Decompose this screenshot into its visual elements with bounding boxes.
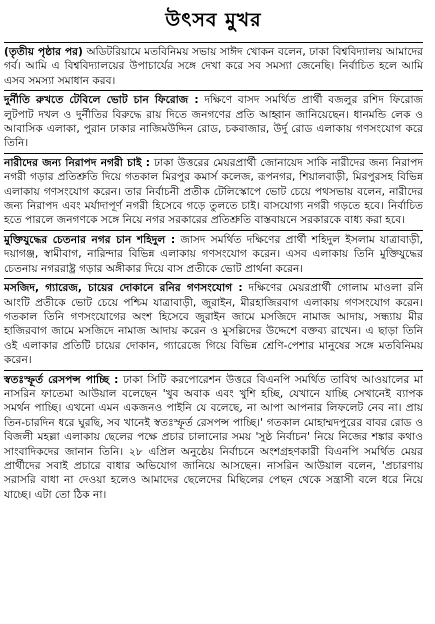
article-title: উৎসব মুখর [165,9,262,31]
paragraph-shahidul [4,231,423,277]
paragraph-heading: নারীদের জন্য নিরাপদ নগরী চাই : [4,156,151,169]
paragraph-body: দক্ষিণের মেয়রপ্রার্থী গোলাম মাওলা রনি আংটি প্রতীকে ভোট চেয়ে পশ্চিম যাত্রাবাড়ী, জুরাইন, মীরহাজিরবাগ এলাকায় গণসংযোগ করেন। গতকাল তিনি গণসংযোগের অংশ হিসেবে জুরাইন জামে মসজিদে নামাজ আদায়, সন্ধ্যায় মীর হাজিরবাগ জামে মসজিদে নামাজ আদায় করেন ও মুসল্লিদের উদ্দেশে বক্তব্য রাখেন। এ ছাড়া তিনি ওই এলাকার প্রতিটি চায়ের দোকান, গ্যারেজে গিয়ে বিভিন্ন শ্রেণি-পেশার মানুষের সঙ্গে মতবিনিময় করেন। [4,282,424,367]
paragraph-heading: দুর্নীতি রুখতে টেবিলে ভোট চান ফিরোজ : [4,94,199,107]
paragraph-firoz [4,91,423,152]
paragraph-body: ঢাকা উত্তরের মেয়রপ্রার্থী জোনায়েদ সাকি নারীদের জন্য নিরাপদ নগরী গড়ার প্রতিশ্রুতি দিয়ে গতকাল মিরপুর কমার্স কলেজ, রূপনগর, শিয়ালবাড়ী, মিরপুরসহ বিভিন্ন এলাকায় গণসংযোগ করেন। তার নির্বাচনী প্রতীক টেলিস্কোপে ভোট চেয়ে পথসভায় বলেন, নারীদের জন্য নিরাপদ এবং মর্যাদাপূর্ণ নগরী হিসেবে গড়ে তুলতে চাই। বাসযোগ্য নগরী গড়তে হবে। নির্বাচিত হতে পারলে জনগণকে সঙ্গে নিয়ে নগর সরকারের প্রতিশ্রুতি বাস্তবায়নে সরকারকে বাধ্য করা হবে। [4,156,424,227]
paragraph-roni [4,279,423,368]
paragraph-heading: স্বতঃস্ফূর্ত রেসপন্স পাচ্ছি : [4,373,119,386]
paragraph-heading: মুক্তিযুদ্ধের চেতনার নগর চান শহিদুল : [4,233,176,246]
paragraph-body: অডিটরিয়ামে মতবিনিময় সভায় সাঈদ খোকন বলেন, ঢাকা বিশ্ববিদ্যালয় আমাদের গর্ব। আমি এ বিশ্ববিদ্যালয়ের উপাচার্যের সঙ্গে দেখা করে সব সমস্যা জেনেছি। নির্বাচিত হলে আমি এসব সমস্যা সমাধান করব। [4,46,423,87]
paragraph-saki [4,154,423,229]
paragraph-continuation [4,43,423,89]
paragraph-body: ঢাকা সিটি করপোরেশন উত্তরে বিএনপি সমর্থিত তাবিথ আওয়ালের মা নাসরিন ফাতেমা আউয়াল বলেছেন 'খুব অবাক এবং খুশি হচ্ছি, যেখানে যাচ্ছি সেখানেই ব্যাপক সমর্থন পাচ্ছি। এখনো এমন একজনও পাইনি যে বলেছে, না আপা আপনার লিফলেট নেব না। প্রায় তিন-চারদিন ধরে ঘুরছি, সব খানেই স্বতঃস্ফূর্ত রেসপন্স পাচ্ছি।' গতকাল মোহাম্মদপুরের বাবর রোড ও বিজলী মহল্লা এলাকায় ছেলের পক্ষে প্রচার চালানোর সময় 'সুষ্ঠ নির্বাচন' নিয়ে নিজের শঙ্কার কথাও সাংবাদিকদের জানান তিনি। ২৮ এপ্রিল অনুষ্ঠেয় নির্বাচনে অংশগ্রহণকারী বিএনপি সমর্থিত মেয়র প্রার্থীদের সবাই প্রচারে বাধার অভিযোগ জানিয়ে আসছেন। নাসরিন আউয়াল বলেন, 'প্রচারণায় সরাসরি বাধা না দেওয়া হলেও আমাদের ছেলেদের মিছিলের পেছন থেকে সন্ত্রাসী বলে ধরে নিয়ে যাচ্ছে। এটা তো ঠিক না। [4,373,423,501]
paragraph-heading: (তৃতীয় পৃষ্ঠার পর) [4,46,83,58]
paragraph-body: দক্ষিণে বাসদ সমর্থিত প্রার্থী বজলুর রশিদ ফিরোজ লুটপাট দখল ও দুর্নীতির বিরুদ্ধে রায় দিতে জনগণের প্রতি আহ্বান জানিয়েছেন। ধানমন্ডি লেক ও আবাসিক এলাকা, পুরান ঢাকার নাজিমউদ্দিন রোড, চকবাজার, উর্দু রোড এলাকায় গণসংযোগ করে তিনি। [4,94,424,150]
paragraph-body: জাসদ সমর্থিত দক্ষিণের প্রার্থী শহিদুল ইসলাম যাত্রাবাড়ী, দয়াগঞ্জ, স্বামীবাগ, নারিন্দার বিভিন্ন এলাকায় গণসংযোগ করেন। এসব এলাকায় তিনি মুক্তিযুদ্ধের চেতনায় নগররাষ্ট্র গড়ার অঙ্গীকার দিয়ে বাস প্রতীকে ভোট প্রার্থনা করেন। [4,233,423,275]
paragraph-nasrin [4,371,423,504]
paragraph-heading: মসজিদ, গ্যারেজ, চায়ের দোকানে রনির গণসংযোগ : [4,282,243,295]
